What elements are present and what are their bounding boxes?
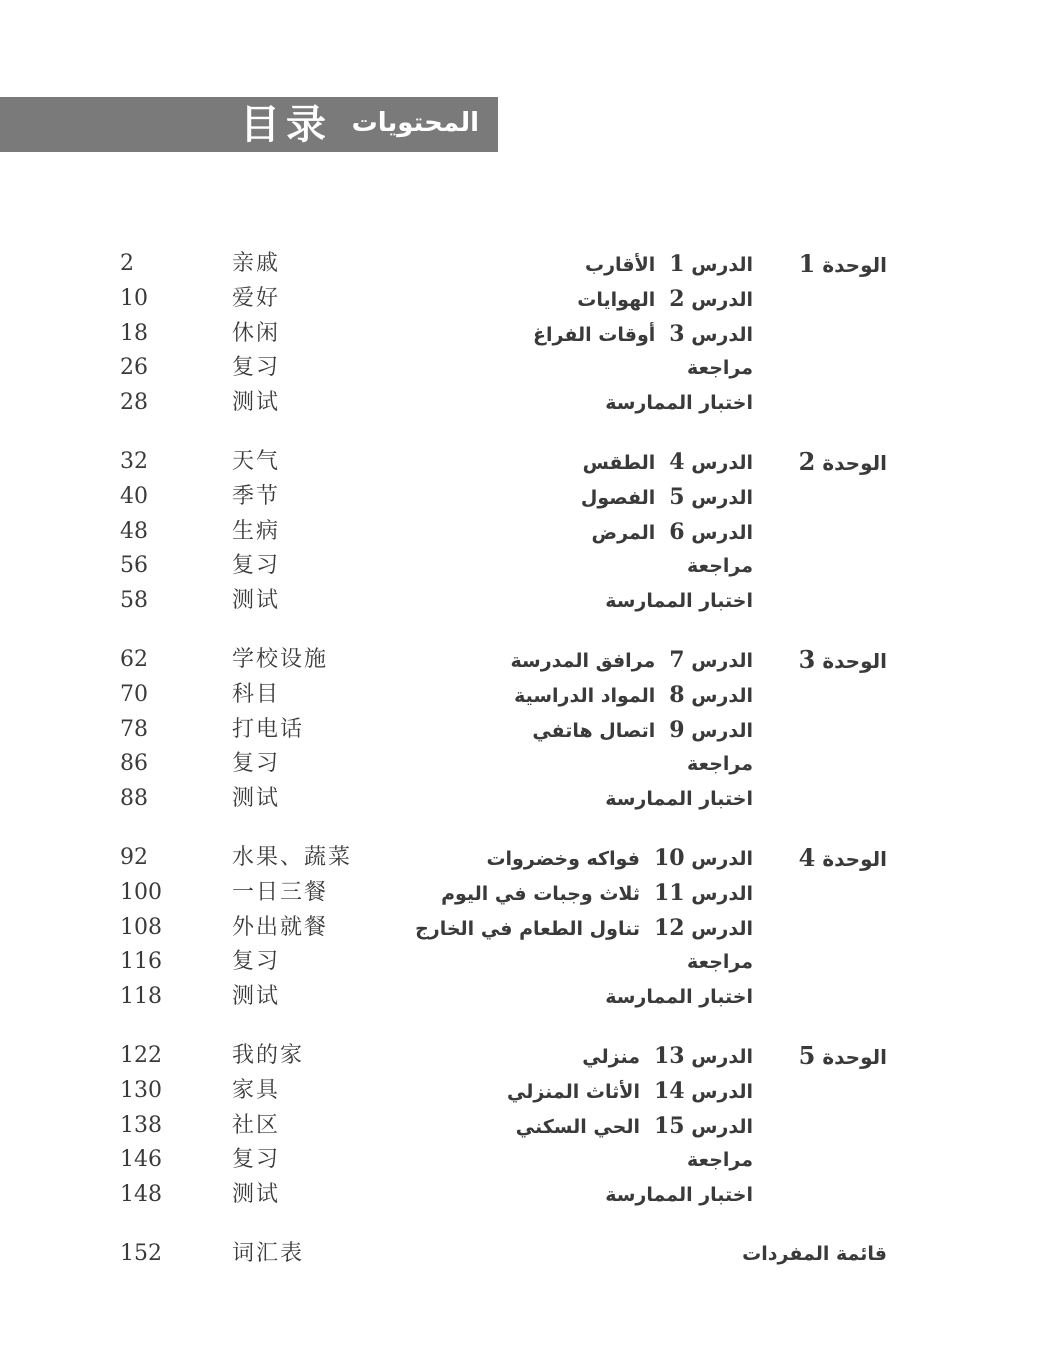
page-number: 70 [120,681,148,707]
lesson-word: الدرس [691,323,753,346]
toc-row[interactable] [0,1039,1049,1073]
toc-row[interactable] [0,282,1049,316]
page-number: 108 [120,914,162,940]
lesson-word: الدرس [691,650,753,672]
lesson-number: 2 [669,285,685,312]
arabic-title: اختبار الممارسة [605,392,753,414]
toc-row[interactable] [0,1109,1049,1143]
arabic-title: اختبار الممارسة [605,986,753,1008]
page-number: 28 [120,390,148,415]
lesson-word: الدرس [691,882,753,905]
toc-title-chinese: 目录 [240,102,332,148]
unit-label [799,247,887,282]
arabic-title: مرافق المدرسة [510,650,656,672]
chinese-title: 科目 [232,681,281,707]
section-entry [605,980,753,1014]
chinese-title: 复习 [232,1147,281,1173]
section-entry [687,747,753,781]
page-number: 116 [120,949,162,975]
lesson-number: 10 [653,845,685,871]
toc-row[interactable] [0,584,1049,618]
toc-row[interactable] [0,1074,1049,1108]
chinese-title: 测试 [232,984,281,1009]
arabic-title: مراجعة [686,753,753,776]
unit-number: 4 [798,843,816,872]
toc-row[interactable] [0,911,1049,945]
lesson-word: الدرس [691,1046,753,1068]
arabic-title: الطقس [582,452,656,474]
chinese-title: 测试 [232,1182,281,1207]
toc-row[interactable] [0,945,1049,979]
chinese-title: 测试 [232,786,281,811]
toc-row[interactable] [0,782,1049,816]
unit-number: 2 [798,447,816,476]
unit-number: 3 [798,645,816,674]
arabic-title: اتصال هاتفي [532,719,656,742]
page-number: 18 [120,320,148,346]
arabic-title: تناول الطعام في الخارج [415,917,640,940]
toc-row[interactable] [0,980,1049,1014]
toc-row[interactable] [0,841,1049,875]
lesson-number: 15 [653,1112,685,1139]
page-number: 86 [120,751,148,777]
chinese-title: 家具 [232,1077,281,1103]
section-entry [605,386,753,420]
toc-row[interactable] [0,549,1049,583]
lesson-number: 3 [669,320,685,347]
unit-label [799,445,887,480]
arabic-title: منزلي [582,1046,640,1068]
toc-row[interactable] [0,351,1049,385]
toc-row[interactable] [0,515,1049,549]
lesson-word: الدرس [691,719,753,742]
arabic-title: المواد الدراسية [514,684,656,707]
chinese-title: 社区 [232,1112,281,1138]
section-entry [687,549,753,583]
lesson-number: 5 [669,483,685,510]
arabic-title: اختبار الممارسة [605,590,753,612]
arabic-title: المرض [591,521,656,544]
arabic-title: اختبار الممارسة [605,1184,753,1206]
chinese-title: 生病 [232,518,281,544]
lesson-word: الدرس [691,521,753,544]
page-number: 148 [120,1182,162,1207]
toc-row[interactable] [0,643,1049,677]
page-number: 56 [120,553,148,579]
page-number: 100 [120,879,162,905]
page-number: 32 [120,449,148,474]
vocabulary-title-arabic: قائمة المفردات [742,1243,887,1265]
chinese-title: 测试 [232,390,281,415]
lesson-word: الدرس [691,1080,753,1103]
lesson-entry [581,480,753,515]
unit-label [799,1039,887,1074]
lesson-entry [510,643,753,678]
page-number: 40 [120,483,148,509]
lesson-entry [583,445,753,480]
page-number: 62 [120,647,148,672]
lesson-entry [533,317,753,352]
lesson-number: 9 [669,716,685,743]
page-number: 152 [120,1241,162,1266]
unit-number: 1 [798,249,816,278]
chinese-title: 词汇表 [232,1241,305,1266]
chinese-title: 爱好 [232,285,281,311]
toc-row[interactable] [0,876,1049,910]
page-number: 26 [120,355,148,381]
toc-row[interactable] [0,247,1049,281]
chinese-title: 一日三餐 [232,879,329,905]
page-number: 92 [120,845,148,870]
chinese-title: 亲戚 [232,251,281,276]
lesson-entry [577,282,753,317]
section-entry [687,1143,753,1177]
page-number: 78 [120,716,148,742]
page-number: 88 [120,786,148,811]
lesson-entry [415,911,753,946]
chinese-title: 测试 [232,588,281,613]
arabic-title: أوقات الفراغ [533,323,656,346]
lesson-number: 6 [669,518,685,545]
toc-row[interactable] [0,317,1049,351]
unit-word: الوحدة [822,253,887,277]
lesson-word: الدرس [691,848,753,870]
unit-number: 5 [798,1041,816,1070]
lesson-entry [592,515,753,550]
chinese-title: 学校设施 [232,647,329,672]
lesson-word: الدرس [691,486,753,509]
lesson-word: الدرس [691,917,753,940]
toc-row[interactable] [0,480,1049,514]
lesson-word: الدرس [691,254,753,276]
arabic-title: مراجعة [686,357,753,380]
toc-row[interactable] [0,678,1049,712]
toc-row[interactable] [0,713,1049,747]
section-entry [605,584,753,618]
section-entry [605,782,753,816]
section-entry [687,351,753,385]
lesson-word: الدرس [691,1115,753,1138]
arabic-title: مراجعة [686,1149,753,1172]
lesson-number: 4 [669,449,685,475]
chinese-title: 水果、蔬菜 [232,845,353,870]
toc-row[interactable] [0,747,1049,781]
arabic-title: فواكه وخضروات [486,848,640,870]
chinese-title: 外出就餐 [232,914,329,940]
toc-title-arabic: المحتويات [351,108,479,138]
lesson-entry [486,841,753,876]
lesson-number: 13 [653,1043,685,1069]
lesson-entry [507,1074,753,1109]
toc-row-vocabulary[interactable] [0,1237,1049,1271]
chinese-title: 打电话 [232,716,305,742]
arabic-title: اختبار الممارسة [605,788,753,810]
section-entry [605,1178,753,1212]
arabic-title: ثلاث وجبات في اليوم [441,882,640,905]
unit-word: الوحدة [822,847,887,871]
lesson-number: 12 [653,914,685,941]
lesson-word: الدرس [691,288,753,311]
lesson-word: الدرس [691,452,753,474]
lesson-entry [532,713,753,748]
lesson-number: 1 [669,251,685,277]
lesson-entry [585,247,753,282]
page-number: 146 [120,1147,162,1173]
lesson-entry [516,1109,753,1144]
chinese-title: 休闲 [232,320,281,346]
page-number: 130 [120,1077,162,1103]
chinese-title: 复习 [232,949,281,975]
lesson-entry [514,678,753,713]
lesson-number: 7 [669,647,685,673]
chinese-title: 复习 [232,355,281,381]
page-number: 2 [120,251,134,276]
page-number: 138 [120,1112,162,1138]
lesson-number: 8 [669,681,685,708]
arabic-title: الهوايات [577,288,656,311]
lesson-number: 11 [653,879,685,906]
unit-word: الوحدة [822,649,887,673]
arabic-title: مراجعة [686,951,753,974]
page-number: 10 [120,285,148,311]
arabic-title: الحي السكني [515,1115,640,1138]
page-number: 118 [120,984,162,1009]
unit-word: الوحدة [822,451,887,475]
lesson-entry [441,876,753,911]
toc-row[interactable] [0,445,1049,479]
unit-label [799,841,887,876]
toc-row[interactable] [0,386,1049,420]
unit-word: الوحدة [822,1045,887,1069]
chinese-title: 复习 [232,553,281,579]
page-number: 48 [120,518,148,544]
arabic-title: الأقارب [585,254,656,276]
chinese-title: 复习 [232,751,281,777]
page-number: 122 [120,1043,162,1068]
chinese-title: 季节 [232,483,281,509]
arabic-title: مراجعة [686,555,753,578]
unit-label [799,643,887,678]
section-entry [687,945,753,979]
lesson-word: الدرس [691,684,753,707]
chinese-title: 我的家 [232,1043,305,1068]
lesson-entry [582,1039,753,1074]
arabic-title: الأثاث المنزلي [507,1080,640,1103]
arabic-title: الفصول [580,486,656,509]
page-number: 58 [120,588,148,613]
toc-row[interactable] [0,1143,1049,1177]
chinese-title: 天气 [232,449,281,474]
toc-row[interactable] [0,1178,1049,1212]
lesson-number: 14 [653,1077,685,1104]
